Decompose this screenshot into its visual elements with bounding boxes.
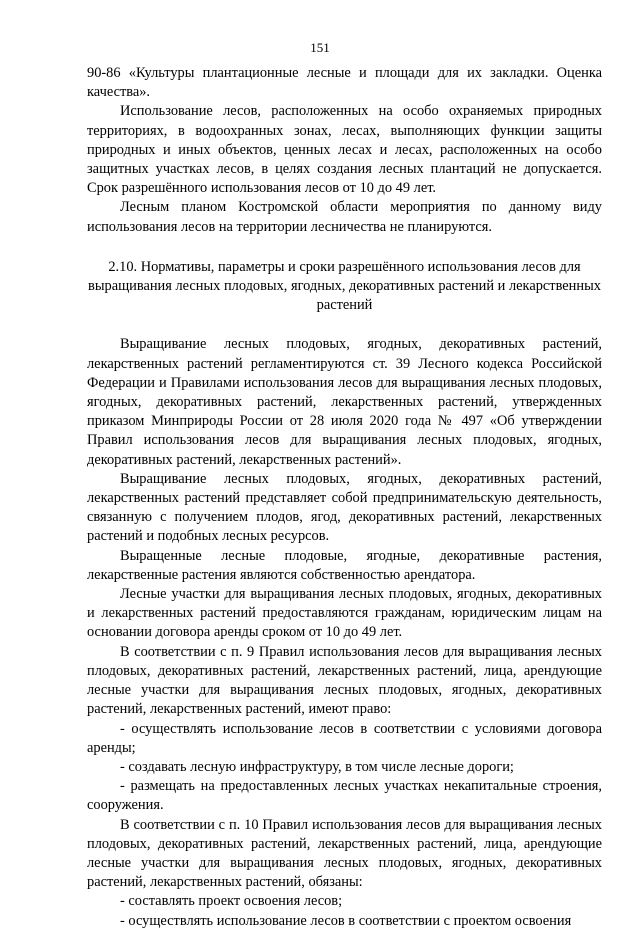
list-item: - осуществлять использование лесов в соответствии с условиями договора аренды; [87,720,602,756]
paragraph: В соответствии с п. 10 Правил использования лесов для выращивания лесных плодовых, декоративных растений, лекарственных растений, лица, арендующие лесные участки для выращивания лесных плодовых, ягодных, декоративных растений, лекарственных растений, обязаны: [87,816,602,891]
paragraph: В соответствии с п. 9 Правил использования лесов для выращивания лесных плодовых, декоративных растений, лекарственных растений, лица, арендующие лесные участки для выращивания лесных плодовых, ягодных, декоративных растений, лекарственных растений, имеют право: [87,643,602,718]
list-item: - осуществлять использование лесов в соответствии с проектом освоения [120,912,572,929]
list-item: - размещать на предоставленных лесных участках некапитальные строения, сооружения. [87,778,602,814]
document-body [87,64,602,931]
paragraph: Выращенные лесные плодовые, ягодные, декоративные растения, лекарственные растения являются собственностью арендатора. [87,547,602,583]
paragraph: Использование лесов, расположенных на особо охраняемых природных территориях, в водоохранных зонах, лесах, выполняющих функции защиты природных и иных объектов, ценных лесах и лесах, расположенных на особо защитных участках лесов, в целях создания лесных плантаций не допускается. Срок разрешённого использования лесов от 10 до 49 лет. [87,103,602,197]
list-item: - создавать лесную инфраструктуру, в том числе лесные дороги; [120,758,514,775]
paragraph: Лесным планом Костромской области мероприятия по данному виду использования лесов на территории лесничества не планируются. [87,199,602,235]
paragraph: Выращивание лесных плодовых, ягодных, декоративных растений, лекарственных растений регламентируются ст. 39 Лесного кодекса Российской Федерации и Правилами использования лесов для выращивания лесных плодовых, ягодных, декоративных растений, лекарственных растений, утвержденных приказом Минприроды России от 28 июля 2020 года № 497 «Об утверждении Правил использования лесов для выращивания лесных плодовых, ягодных, декоративных растений, лекарственных растений». [87,336,602,468]
paragraph: Лесные участки для выращивания лесных плодовых, ягодных, декоративных и лекарственных растений предоставляются гражданам, юридическим лицам на основании договора аренды сроком от 10 до 49 лет. [87,586,602,641]
list-item: - составлять проект освоения лесов; [120,893,343,910]
page-number: 151 [310,40,330,55]
paragraph-continued: 90-86 «Культуры плантационные лесные и площади для их закладки. Оценка качества». [87,65,602,101]
section-heading: 2.10. Нормативы, параметры и сроки разрешённого использования лесов для выращивания лесных плодовых, ягодных, декоративных растений и лекарственных растений [88,258,601,314]
paragraph: Выращивание лесных плодовых, ягодных, декоративных растений, лекарственных растений представляет собой предпринимательскую деятельность, связанную с получением плодов, ягод, декоративных растений, лекарственных растений и подобных лесных ресурсов. [87,470,602,545]
